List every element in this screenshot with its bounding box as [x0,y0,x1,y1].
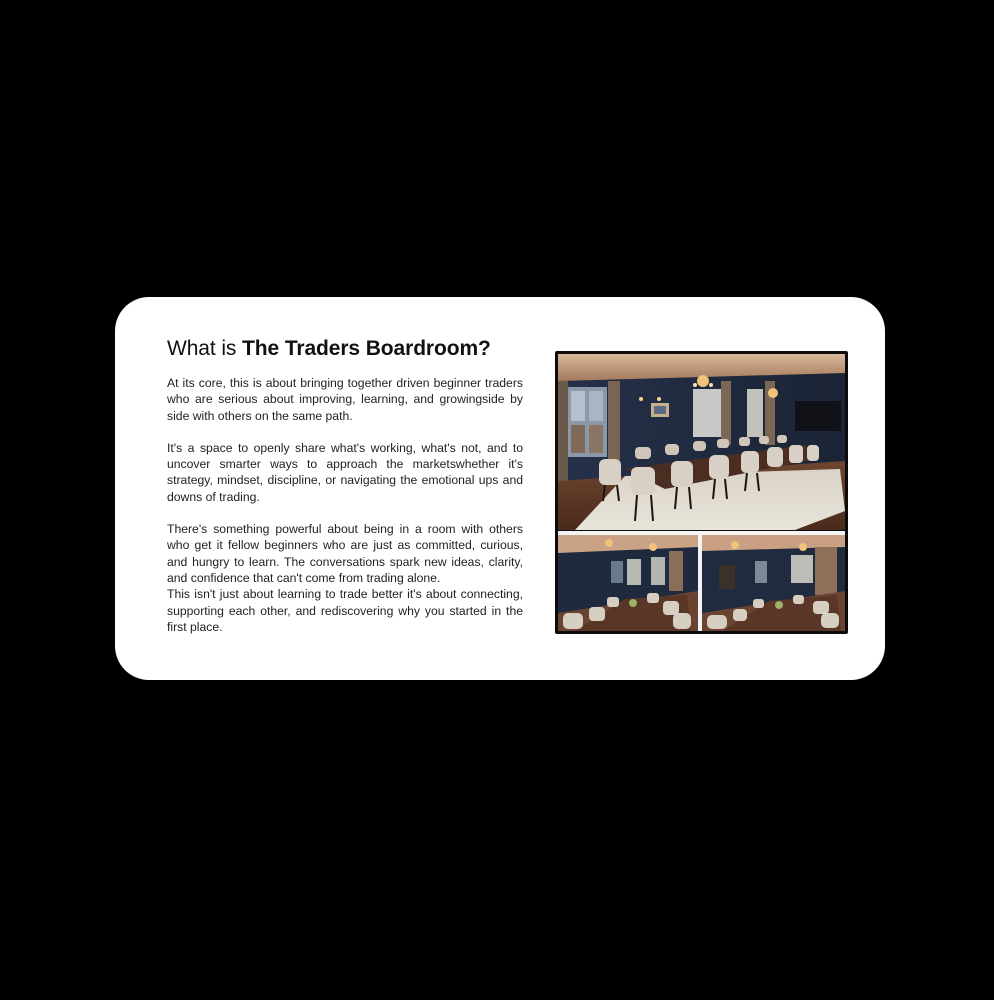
boardroom-card [115,297,885,680]
paragraph-room: There's something powerful about being in a room with others who get it fellow beginners who are just as committed, curious, and hungry to learn. The conversations spark new ideas, clarity, and confidence that can't come from trading alone. [167,522,523,585]
photo-collage [555,351,848,634]
title-emphasis: The Traders Boardroom? [242,337,491,360]
boardroom-main-photo [558,354,845,530]
paragraph-purpose: This isn't just about learning to trade better it's about connecting, supporting each other, and rediscovering why you started in the first place. [167,587,523,634]
section-title [167,337,523,361]
paragraph-intro: At its core, this is about bringing together driven beginner traders who are serious about improving, learning, and growingside by side with others on the same path. [167,376,523,423]
text-column [167,337,523,635]
boardroom-photo-left [558,535,698,631]
paragraph-space: It's a space to openly share what's working, what's not, and to uncover smarter ways to approach the marketswhether it's strategy, mindset, discipline, or navigating the emotional ups and downs of trading. [167,440,523,504]
boardroom-photo-right [702,535,845,631]
title-prefix: What is [167,337,243,360]
